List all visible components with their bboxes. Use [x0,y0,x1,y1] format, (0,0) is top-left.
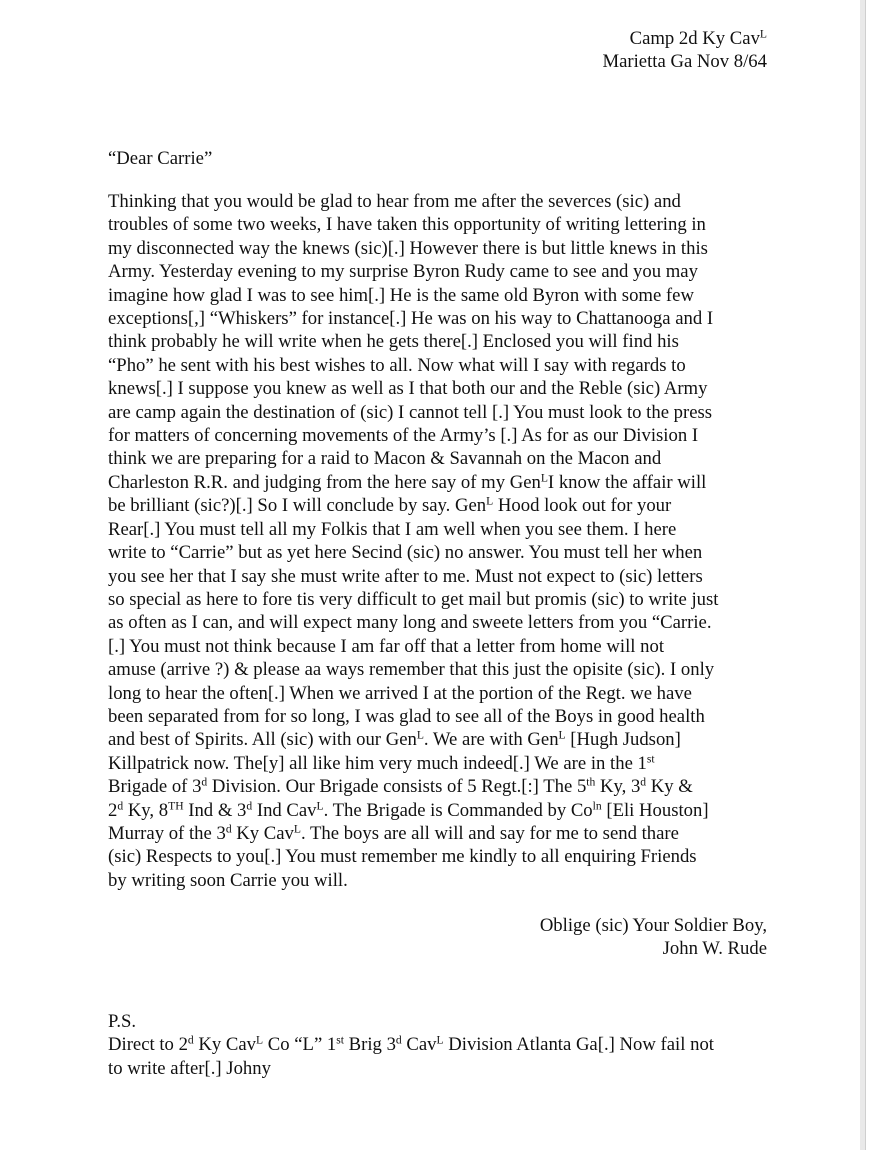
header-location: Camp 2d Ky Cav$^L$ [629,27,767,49]
body-line: think probably he will write when he gets there[.] Enclosed you will find his [108,331,679,353]
closing-phrase: Oblige (sic) Your Soldier Boy, [539,915,767,936]
body-line: 2$^d$ Ky, 8TH Ind & 3$^d$ Ind Cav$^L$. The Brigade is Commanded by $Co^{ln}$ [Eli Houston] [108,799,709,821]
body-line: for matters of concerning movements of the Army’s [.] As for as our Division I [108,425,699,447]
body-line: Charleston R.R. and judging from the here say of my Gen$^L$I know the affair will [108,471,707,493]
body-line: amuse (arrive ?) & please aa ways remember that this just the opisite (sic). I only [108,659,715,681]
postscript-line: to write after[.] Johny [108,1057,271,1079]
body-line: knews[.] I suppose you knew as well as I that both our and the Reble (sic) Army [108,378,708,400]
body-line: Army. Yesterday evening to my surprise Byron Rudy came to see and you may [108,261,698,283]
header-place-date: Marietta Ga Nov 8/64 [602,51,767,73]
body-line: Brigade of 3$^d$ Division. Our Brigade consists of 5 Regt.[:] The 5th Ky, 3$^d$ Ky & [108,775,693,798]
body-line: and best of Spirits. All (sic) with our Gen$^L$. We are with Gen$^L$ [Hugh Judson] [108,728,681,751]
body-line: as often as I can, and will expect many long and sweete letters from you “Carrie. [108,612,712,634]
body-line: imagine how glad I was to see him[.] He is the same old Byron with some few [108,284,694,306]
body-line: write to “Carrie” but as yet here Secind (sic) no answer. You must tell her when [108,542,703,564]
body-line: Thinking that you would be glad to hear from me after the severces (sic) and [108,191,681,212]
body-line: Rear[.] You must tell all my Folkis that I am well when you see them. I here [108,518,677,540]
body-line: [.] You must not think because I am far off that a letter from home will not [108,635,665,657]
body-line: exceptions[,] “Whiskers” for instance[.] He was on his way to Chattanooga and I [108,308,714,330]
body-line: so special as here to fore tis very difficult to get mail but promis (sic) to write just [108,588,719,610]
letter-closing [540,914,767,961]
letter-body [108,190,778,892]
postscript-line: Direct to 2$^d$ Ky Cav$^L$ Co “L” 1st Brig 3$^d$ Cav$^L$ Division Atlanta Ga[.] Now fail not [108,1034,714,1056]
body-line: “Pho” he sent with his best wishes to all. Now what will I say with regards to [108,354,686,376]
body-line: be brilliant (sic?)[.] So I will conclude by say. Gen$^L$ Hood look out for your [108,494,672,517]
body-line: you see her that I say she must write after to me. Must not expect to (sic) letters [108,565,703,587]
salutation: “Dear Carrie” [108,148,213,169]
body-line: Murray of the 3$^d$ Ky Cav$^L$. The boys are all will and say for me to send thare [108,822,679,844]
body-line: long to hear the often[.] When we arrived I at the portion of the Regt. we have [108,682,692,704]
body-line: (sic) Respects to you[.] You must remember me kindly to all enquiring Friends [108,846,697,868]
body-line: by writing soon Carrie you will. [108,869,348,891]
body-line: are camp again the destination of (sic) I cannot tell [.] You must look to the press [108,401,713,423]
postscript-label: P.S. [108,1011,137,1032]
body-line: think we are preparing for a raid to Macon & Savannah on the Macon and [108,448,662,470]
body-line: Killpatrick now. The[y] all like him very much indeed[.] We are in the 1st [108,752,655,774]
letter-header [602,27,767,74]
body-line: my disconnected way the knews (sic)[.] However there is but little knews in this [108,237,708,259]
postscript [108,1010,714,1080]
signature-name: John W. Rude [662,938,767,960]
page-edge [860,0,865,1150]
body-line: troubles of some two weeks, I have taken this opportunity of writing lettering in [108,214,706,236]
body-line: been separated from for so long, I was glad to see all of the Boys in good health [108,705,705,727]
